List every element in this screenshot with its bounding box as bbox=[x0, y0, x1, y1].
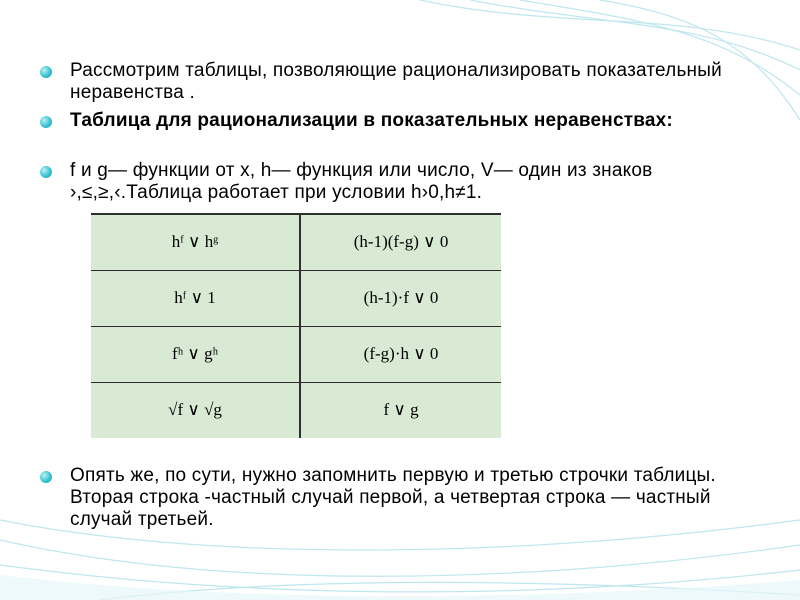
table-cell-left: hᶠ ∨ 1 bbox=[91, 270, 300, 326]
conditions-text: f и g— функции от x, h— функция или число, V— один из знаков ›,≤,≥,‹.Таблица работает при условии h›0,h≠1. bbox=[70, 160, 653, 203]
bullet-icon bbox=[40, 471, 52, 483]
table-row bbox=[91, 326, 501, 382]
intro-text: Рассмотрим таблицы, позволяющие рационализировать показательный неравенства . bbox=[70, 60, 722, 103]
table-cell-left: hᶠ ∨ hᵍ bbox=[91, 214, 300, 270]
table-row bbox=[91, 214, 501, 270]
table-cell-left: √f ∨ √g bbox=[91, 382, 300, 438]
rationalization-table bbox=[91, 213, 501, 438]
table-cell-right: f ∨ g bbox=[300, 382, 501, 438]
table-row bbox=[91, 270, 501, 326]
table-row bbox=[91, 382, 501, 438]
bullet-icon bbox=[40, 116, 52, 128]
table-cell-right: (h-1)(f-g) ∨ 0 bbox=[300, 214, 501, 270]
summary-text: Опять же, по сути, нужно запомнить первую и третью строчки таблицы. Вторая строка -частный случай первой, а четвертая строка — частный случай третьей. bbox=[70, 465, 716, 530]
bullet-icon bbox=[40, 66, 52, 78]
table-cell-left: fʰ ∨ gʰ bbox=[91, 326, 300, 382]
table-heading: Таблица для рационализации в показательных неравенствах: bbox=[70, 110, 673, 131]
table-cell-right: (f-g)·h ∨ 0 bbox=[300, 326, 501, 382]
table-cell-right: (h-1)·f ∨ 0 bbox=[300, 270, 501, 326]
bullet-icon bbox=[40, 166, 52, 178]
